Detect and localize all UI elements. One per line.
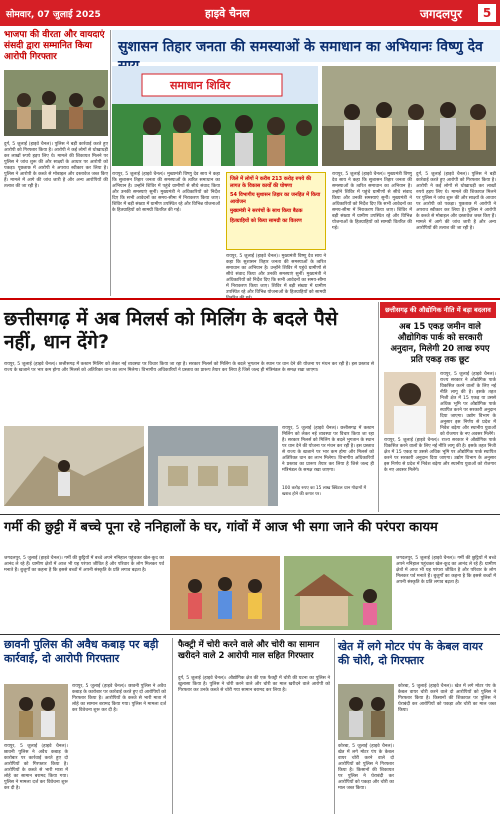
lead-photo — [112, 66, 318, 166]
highlight-item: जिले में लोगों ने करीब 213 करोड़ रुपये की लागत के विकास कार्यों की घोषणा — [230, 176, 312, 189]
side-story-body: रायपुर, 5 जुलाई (हाइवे चैनल)। राज्य सरकार ने औद्योगिक पार्क विकसित करने वालों के लिए नई नीति लागू की है। इसके तहत निजी क्षेत्र में 15 एकड़ या उससे अधिक भूमि पर औद्योगिक पार्क स्थापित करने पर सरकारी अनुदान दिया जाएगा। उद्योग विभाग के अनुसार इस निर्णय से प्रदेश में निवेश बढ़ेगा और स्थानीय युवाओं को रोजगार के नए अवसर मिलेंगे। — [440, 372, 496, 437]
side-story-photo — [384, 372, 436, 434]
paper-name: हाइवे चैनल — [205, 7, 250, 20]
middle-body: रायपुर, 5 जुलाई (हाइवे चैनल)। छत्तीसगढ़ में कस्टम मिलिंग को लेकर नई व्यवस्था पर विचार किया जा रहा है। सरकार मिलर्स को मिलिंग के बदले भुगतान के स्थान पर धान देने की योजना पर मंथन कर रही है। इस प्रस्ताव से राज्य के खजाने पर भार कम होगा और मिलर्स को अतिरिक्त धान का लाभ मिलेगा। विभागीय अधिकारियों ने प्रस्ताव का प्रारूप तैयार कर लिया है जिसे जल्द ही मंत्रिमंडल के समक्ष रखा जाएगा। — [4, 362, 374, 373]
lead-photo-banner: समाधान शिविर — [170, 79, 231, 92]
portrait-photo-icon — [384, 372, 436, 434]
bottom-left-headline: छावनी पुलिस की अवैध कबाड़ पर बड़ी कार्रवाई, दो आरोपी गिरफ्तार — [4, 638, 159, 665]
heat-photo-1 — [170, 556, 280, 630]
police-photo-icon — [4, 684, 68, 740]
bottom-right-body: कोरबा, 5 जुलाई (हाइवे चैनल)। खेत में लगे मोटर पंप के केबल वायर चोरी करने वाले दो आरोपियों को पुलिस ने गिरफ्तार किया है। किसानों की शिकायत पर पुलिस ने घेराबंदी कर आरोपियों को पकड़ा और चोरी का माल जब्त किया। — [398, 684, 496, 713]
left-story-photo — [4, 70, 108, 136]
accused-photo-icon — [338, 684, 394, 740]
bottom-right-headline: खेत में लगे मोटर पंप के केबल वायर की चोरी, दो गिरफ्तार — [338, 640, 483, 667]
bottom-right-photo — [338, 684, 394, 740]
middle-headline: छत्तीसगढ़ में अब मिलर्स को मिलिंग के बदले पैसे नहीं, धान देंगे? — [4, 308, 338, 353]
bottom-left-body: रायपुर, 5 जुलाई (हाइवे चैनल)। छावनी पुलिस ने अवैध कबाड़ के कारोबार पर कार्रवाई करते हुए दो आरोपियों को गिरफ्तार किया है। आरोपियों के कब्जे से भारी मात्रा में लोहे का सामान बरामद किया गया। पुलिस ने मामला दर्ज कर विवेचना शुरू कर दी है। — [72, 684, 166, 713]
side-story-headline: अब 15 एकड़ जमीन वाले औद्योगिक पार्क को सरकारी अनुदान, मिलेगी 20 लाख रुपए प्रति एकड़ तक छूट — [390, 322, 490, 365]
highlight-item: हितग्राहियों को किया सामग्री का वितरण — [230, 217, 302, 224]
lead-body: रायपुर, 5 जुलाई (हाइवे चैनल)। मुख्यमंत्री विष्णु देव साय ने कहा कि सुशासन तिहार जनता की समस्याओं के त्वरित समाधान का अभियान है। उन्होंने शिविर में पहुंचे ग्रामीणों से सीधे संवाद किया और उनकी समस्याएं सुनीं। मुख्यमंत्री ने अधिकारियों को निर्देश दिए कि सभी आवेदनों का समय-सीमा में निराकरण किया जाए। शिविर में बड़ी संख्या में ग्रामीण उपस्थित रहे और विभिन्न योजनाओं के हितग्राहियों को सामग्री वितरित की गई। — [112, 172, 220, 213]
heat-body-right: जगदलपुर, 5 जुलाई (हाइवे चैनल)। गर्मी की छुट्टियों में बच्चे अपने ननिहाल पहुंचकर खेल-कूद का आनंद ले रहे हैं। ग्रामीण क्षेत्रों में आज भी यह परंपरा जीवित है और परिवार के लोग मिलकर पर्व मनाते हैं। बुजुर्गों का कहना है कि इससे बच्चों में अपनी संस्कृति के प्रति लगाव बढ़ता है। — [396, 556, 496, 585]
crowd-photo-icon — [4, 70, 108, 136]
heat-body: जगदलपुर, 5 जुलाई (हाइवे चैनल)। गर्मी की छुट्टियों में बच्चे अपने ननिहाल पहुंचकर खेल-कूद का आनंद ले रहे हैं। ग्रामीण क्षेत्रों में आज भी यह परंपरा जीवित है और परिवार के लोग मिलकर पर्व मनाते हैं। बुजुर्गों का कहना है कि इससे बच्चों में अपनी संस्कृति के प्रति लगाव बढ़ता है। — [4, 556, 164, 573]
warehouse-photo-icon — [148, 426, 278, 506]
side-story-body-continued: रायपुर, 5 जुलाई (हाइवे चैनल)। राज्य सरकार ने औद्योगिक पार्क विकसित करने वालों के लिए नई नीति लागू की है। इसके तहत निजी क्षेत्र में 15 एकड़ या उससे अधिक भूमि पर औद्योगिक पार्क स्थापित करने पर सरकारी अनुदान दिया जाएगा। उद्योग विभाग के अनुसार इस निर्णय से प्रदेश में निवेश बढ़ेगा और स्थानीय युवाओं को रोजगार के नए अवसर मिलेंगे। — [384, 438, 496, 473]
bottom-middle-body: दुर्ग, 5 जुलाई (हाइवे चैनल)। औद्योगिक क्षेत्र की एक फैक्ट्री में चोरी की घटना का पुलिस ने खुलासा किया है। पुलिस ने चोरी करने वाले और चोरी का माल खरीदने वाले आरोपी को गिरफ्तार कर उनके कब्जे से चोरी गया सामान बरामद कर लिया है। — [178, 676, 330, 693]
edition-city: जगदलपुर — [420, 7, 462, 21]
left-story-body: दुर्ग, 5 जुलाई (हाइवे चैनल)। पुलिस ने बड़ी कार्रवाई करते हुए आरोपी को गिरफ्तार किया है। आरोपी ने कई लोगों से धोखाधड़ी कर लाखों रुपये हड़प लिए थे। मामले की शिकायत मिलने पर पुलिस ने जांच शुरू की और साक्ष्यों के आधार पर आरोपी को पकड़ा। पूछताछ में आरोपी ने अपराध स्वीकार कर लिया है। पुलिस ने आरोपी के कब्जे से मोबाइल और दस्तावेज जब्त किए हैं। मामले में आगे की जांच जारी है और अन्य आरोपियों की तलाश की जा रही है। — [4, 142, 108, 189]
left-story-headline: भाजपा की वीरता और वायदाएं संसदी द्वारा सम्मानित किया आरोपी गिरफ्तार — [4, 30, 105, 62]
lead-highlights-box — [226, 172, 326, 250]
bottom-middle-headline: फैक्ट्री में चोरी करने वाले और चोरी का सामान खरीदने वाले 2 आरोपी माल सहित गिरफ्तार — [178, 640, 320, 661]
meeting-photo-icon — [322, 66, 496, 166]
bottom-left-body-continued: रायपुर, 5 जुलाई (हाइवे चैनल)। छावनी पुलिस ने अवैध कबाड़ के कारोबार पर कार्रवाई करते हुए दो आरोपियों को गिरफ्तार किया है। आरोपियों के कब्जे से भारी मात्रा में लोहे का सामान बरामद किया गया। पुलिस ने मामला दर्ज कर विवेचना शुरू कर दी है। — [4, 744, 68, 791]
grain-pile-photo-icon — [4, 426, 144, 506]
heat-headline: गर्मी की छुट्टी में बच्चे पूना रहे ननिहालों के घर, गांवों में आज भी सगा जाने की परंपरा कायम — [4, 520, 438, 535]
lead-body-column-3: रायपुर, 5 जुलाई (हाइवे चैनल)। मुख्यमंत्री विष्णु देव साय ने कहा कि सुशासन तिहार जनता की समस्याओं के त्वरित समाधान का अभियान है। उन्होंने शिविर में पहुंचे ग्रामीणों से सीधे संवाद किया और उनकी समस्याएं सुनीं। मुख्यमंत्री ने अधिकारियों को निर्देश दिए कि सभी आवेदनों का समय-सीमा में निराकरण किया जाए। शिविर में बड़ी संख्या में ग्रामीण उपस्थित रहे और विभिन्न योजनाओं के हितग्राहियों को सामग्री वितरित की गई। — [332, 172, 412, 231]
bottom-right-body-continued: कोरबा, 5 जुलाई (हाइवे चैनल)। खेत में लगे मोटर पंप के केबल वायर चोरी करने वाले दो आरोपियों को पुलिस ने गिरफ्तार किया है। किसानों की शिकायत पर पुलिस ने घेराबंदी कर आरोपियों को पकड़ा और चोरी का माल जब्त किया। — [338, 744, 394, 791]
middle-photo-2 — [148, 426, 278, 506]
middle-photo-1 — [4, 426, 144, 506]
highlight-item: 54 विभागीय सुशासन तिहार का जनहित में किया आयोजन — [230, 192, 321, 205]
middle-body-side: रायपुर, 5 जुलाई (हाइवे चैनल)। छत्तीसगढ़ में कस्टम मिलिंग को लेकर नई व्यवस्था पर विचार किया जा रहा है। सरकार मिलर्स को मिलिंग के बदले भुगतान के स्थान पर धान देने की योजना पर मंथन कर रही है। इस प्रस्ताव से राज्य के खजाने पर भार कम होगा और मिलर्स को अतिरिक्त धान का लाभ मिलेगा। विभागीय अधिकारियों ने प्रस्ताव का प्रारूप तैयार कर लिया है जिसे जल्द ही मंत्रिमंडल के समक्ष रखा जाएगा। — [282, 426, 374, 473]
lead-body-column-4: दुर्ग, 5 जुलाई (हाइवे चैनल)। पुलिस ने बड़ी कार्रवाई करते हुए आरोपी को गिरफ्तार किया है। आरोपी ने कई लोगों से धोखाधड़ी कर लाखों रुपये हड़प लिए थे। मामले की शिकायत मिलने पर पुलिस ने जांच शुरू की और साक्ष्यों के आधार पर आरोपी को पकड़ा। पूछताछ में आरोपी ने अपराध स्वीकार कर लिया है। पुलिस ने आरोपी के कब्जे से मोबाइल और दस्तावेज जब्त किए हैं। मामले में आगे की जांच जारी है और अन्य आरोपियों की तलाश की जा रही है। — [416, 172, 497, 231]
children-photo-icon — [170, 556, 280, 630]
heat-photo-2 — [284, 556, 392, 630]
lead-photo-2 — [322, 66, 496, 166]
middle-caption: 100 करोड़ रुपए का 15 लाख क्विंटल धान गोदामों में खराब होने की कगार पर। — [282, 486, 367, 497]
lead-body-continued: रायपुर, 5 जुलाई (हाइवे चैनल)। मुख्यमंत्री विष्णु देव साय ने कहा कि सुशासन तिहार जनता की समस्याओं के त्वरित समाधान का अभियान है। उन्होंने शिविर में पहुंचे ग्रामीणों से सीधे संवाद किया और उनकी समस्याएं सुनीं। मुख्यमंत्री ने अधिकारियों को निर्देश दिए कि सभी आवेदनों का समय-सीमा में निराकरण किया जाए। शिविर में बड़ी संख्या में ग्रामीण उपस्थित रहे और विभिन्न योजनाओं के हितग्राहियों को सामग्री — [226, 254, 326, 295]
side-story-strip: छत्तीसगढ़ की औद्योगिक नीति में बड़ा बदलाव — [380, 302, 496, 318]
page-number: 5 — [478, 4, 496, 22]
masthead — [0, 0, 500, 26]
highlight-item: मुख्यमंत्री ने सरपंचों के साथ किया बैठक — [230, 208, 303, 214]
bottom-left-photo — [4, 684, 68, 740]
village-photo-icon — [284, 556, 392, 630]
lead-headline: सुशासन तिहार जनता की समस्याओं के समाधान का अभियानः विष्णु देव — [112, 30, 500, 62]
issue-date: सोमवार, 07 जुलाई 2025 — [6, 10, 101, 20]
